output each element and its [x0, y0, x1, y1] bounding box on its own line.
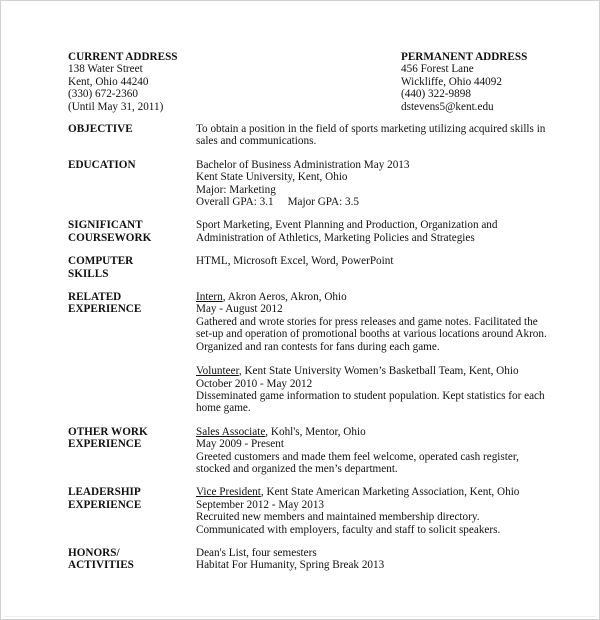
experience-entry [196, 426, 548, 476]
entry-dates: October 2010 - May 2012 [196, 377, 313, 390]
section-body [196, 291, 548, 415]
section-label [68, 159, 196, 209]
education-section [68, 159, 548, 209]
leadership-section [68, 486, 548, 536]
current-phone: (330) 672-2360 [68, 88, 138, 101]
entry-heading [196, 365, 548, 377]
entry-description: Disseminated game information to student population. Kept statistics for each home game. [196, 389, 545, 415]
skills-label-line2: SKILLS [68, 267, 109, 280]
major-gpa: Major GPA: 3.5 [287, 196, 359, 209]
education-label: EDUCATION [68, 158, 136, 171]
related-label-line1: RELATED [68, 291, 122, 304]
permanent-city: Wickliffe, Ohio 44092 [401, 75, 502, 88]
objective-section [68, 123, 548, 148]
coursework-section [68, 219, 548, 244]
other-work-label-line2: EXPERIENCE [68, 438, 142, 451]
entry-description: Greeted customers and made them feel welcome, operated cash register, stocked and organized the men’s department. [196, 450, 519, 475]
entry-role: Sales Associate [196, 425, 266, 438]
section-body [196, 255, 548, 280]
honors-label-line1: HONORS/ [68, 546, 120, 559]
entry-role: Volunteer [196, 365, 239, 378]
objective-text: To obtain a position in the field of sports marketing utilizing acquired skills in sales and communications. [196, 123, 546, 148]
entry-heading [196, 486, 548, 498]
experience-entry [196, 486, 548, 536]
section-body [196, 123, 548, 148]
coursework-label-line2: COURSEWORK [68, 231, 152, 244]
other-work-section [68, 426, 548, 476]
entry-dates: May 2009 - Present [196, 438, 284, 451]
major: Major: Marketing [196, 183, 276, 196]
current-address [68, 51, 178, 113]
section-label [68, 486, 196, 536]
entry-description: Gathered and wrote stories for press releases and game notes. Facilitated the set-up and operation of promotional booths at various locations around Akron. Organized and ran contests for fans during each game. [196, 315, 547, 353]
permanent-address [401, 51, 527, 113]
entry-description: Recruited new members and maintained membership directory. Communicated with employers, faculty and staff to solicit speakers. [196, 511, 501, 536]
entry-org: , Akron Aeros, Akron, Ohio [222, 291, 347, 304]
resume-document [68, 51, 548, 572]
entry-org: , Kent State American Marketing Association, Kent, Ohio [260, 486, 520, 499]
entry-org: , Kent State University Women’s Basketball Team, Kent, Ohio [238, 365, 519, 378]
section-label [68, 426, 196, 476]
section-body [196, 159, 548, 209]
related-experience-section [68, 291, 548, 415]
section-body [196, 426, 548, 476]
other-work-label-line1: OTHER WORK [68, 425, 148, 438]
honors-label-line2: ACTIVITIES [68, 559, 134, 572]
current-address-note: (Until May 31, 2011) [68, 100, 164, 113]
entry-dates: May - August 2012 [196, 303, 283, 316]
section-body [196, 547, 548, 572]
entry-heading [196, 426, 548, 438]
permanent-phone: (440) 322-9898 [401, 88, 471, 101]
honors-section [68, 547, 548, 572]
coursework-text: Sport Marketing, Event Planning and Production, Organization and Administration of Athletics, Marketing Policies and Strategies [196, 219, 498, 244]
leadership-label-line2: EXPERIENCE [68, 498, 142, 511]
school: Kent State University, Kent, Ohio [196, 171, 348, 184]
objective-label: OBJECTIVE [68, 123, 133, 135]
current-street: 138 Water Street [68, 63, 143, 76]
page-bottom-divider [5, 616, 595, 617]
email-link[interactable]: dstevens5@kent.edu [401, 100, 494, 113]
entry-role: Vice President [196, 486, 261, 499]
permanent-street: 456 Forest Lane [401, 63, 474, 76]
skills-text: HTML, Microsoft Excel, Word, PowerPoint [196, 255, 394, 268]
section-label [68, 255, 196, 280]
skills-label-line1: COMPUTER [68, 255, 134, 268]
section-label [68, 123, 196, 148]
entry-dates: September 2012 - May 2013 [196, 498, 325, 511]
section-body [196, 219, 548, 244]
address-header [68, 51, 548, 115]
skills-section [68, 255, 548, 280]
entry-heading [196, 291, 548, 303]
honor-item: Dean's List, four semesters [196, 546, 317, 559]
section-body [196, 486, 548, 536]
experience-entry [196, 291, 548, 353]
honor-item: Habitat For Humanity, Spring Break 2013 [196, 559, 385, 572]
experience-entry [196, 365, 548, 415]
permanent-address-title: PERMANENT ADDRESS [401, 51, 528, 63]
section-label [68, 291, 196, 415]
gpa-line [196, 196, 548, 208]
section-label [68, 547, 196, 572]
coursework-label-line1: SIGNIFICANT [68, 219, 143, 232]
current-address-title: CURRENT ADDRESS [68, 51, 178, 63]
current-city: Kent, Ohio 44240 [68, 75, 149, 88]
degree: Bachelor of Business Administration May 2013 [196, 158, 410, 171]
entry-org: , Kohl's, Mentor, Ohio [265, 425, 366, 438]
section-label [68, 219, 196, 244]
entry-role: Intern [196, 291, 223, 304]
overall-gpa: Overall GPA: 3.1 [196, 196, 274, 209]
leadership-label-line1: LEADERSHIP [68, 486, 141, 499]
related-label-line2: EXPERIENCE [68, 303, 142, 316]
